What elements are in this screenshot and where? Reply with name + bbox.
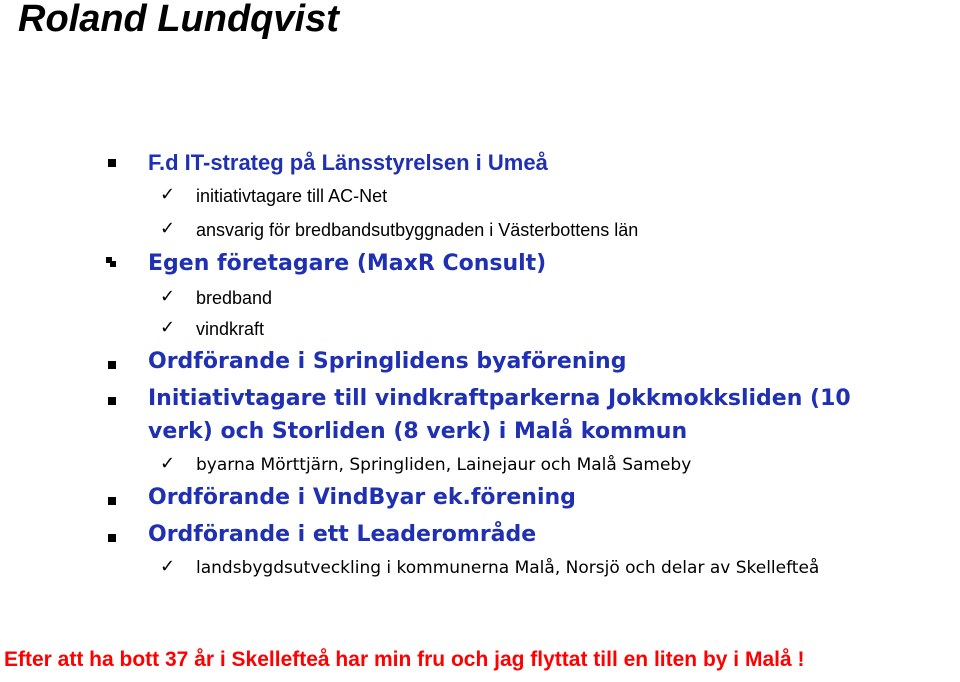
list-subitem: ansvarig för bredbandsutbyggnaden i Västerbottens län	[196, 220, 639, 240]
square-bullet-icon	[108, 397, 116, 405]
list-subitem: initiativtagare till AC-Net	[196, 186, 388, 206]
footer-note: Efter att ha bott 37 år i Skellefteå har min fru och jag flyttat till en liten by i Malå !	[4, 648, 805, 671]
square-bullet-icon	[106, 257, 112, 263]
checkmark-icon: ✓	[160, 184, 176, 205]
square-bullet-icon	[108, 159, 116, 167]
list-item-heading-continuation: verk) och Storliden (8 verk) i Malå kommun	[148, 419, 688, 444]
list-item-heading: Ordförande i Springlidens byaförening	[148, 349, 627, 374]
page-title: Roland Lundqvist	[18, 0, 339, 40]
checkmark-icon: ✓	[160, 317, 176, 338]
list-item-heading: F.d IT-strateg på Länsstyrelsen i Umeå	[148, 150, 548, 175]
list-subitem: bredband	[196, 288, 273, 308]
list-item-heading: Ordförande i ett Leaderområde	[148, 522, 537, 547]
checkmark-icon: ✓	[160, 556, 176, 577]
checkmark-icon: ✓	[160, 218, 176, 239]
list-item-heading: Egen företagare (MaxR Consult)	[148, 251, 547, 276]
square-bullet-icon	[108, 497, 116, 505]
list-item-heading: Ordförande i VindByar ek.förening	[148, 485, 576, 510]
checkmark-icon: ✓	[160, 286, 176, 307]
list-item-heading: Initiativtagare till vindkraftparkerna Jokkmokksliden (10	[148, 386, 851, 411]
list-subitem: byarna Mörttjärn, Springliden, Lainejaur och Malå Sameby	[196, 455, 692, 475]
list-subitem: landsbygdsutveckling i kommunerna Malå, Norsjö och delar av Skellefteå	[196, 558, 820, 578]
square-bullet-icon	[108, 361, 116, 369]
square-bullet-icon	[108, 534, 116, 542]
list-subitem: vindkraft	[196, 319, 265, 339]
checkmark-icon: ✓	[160, 453, 176, 474]
